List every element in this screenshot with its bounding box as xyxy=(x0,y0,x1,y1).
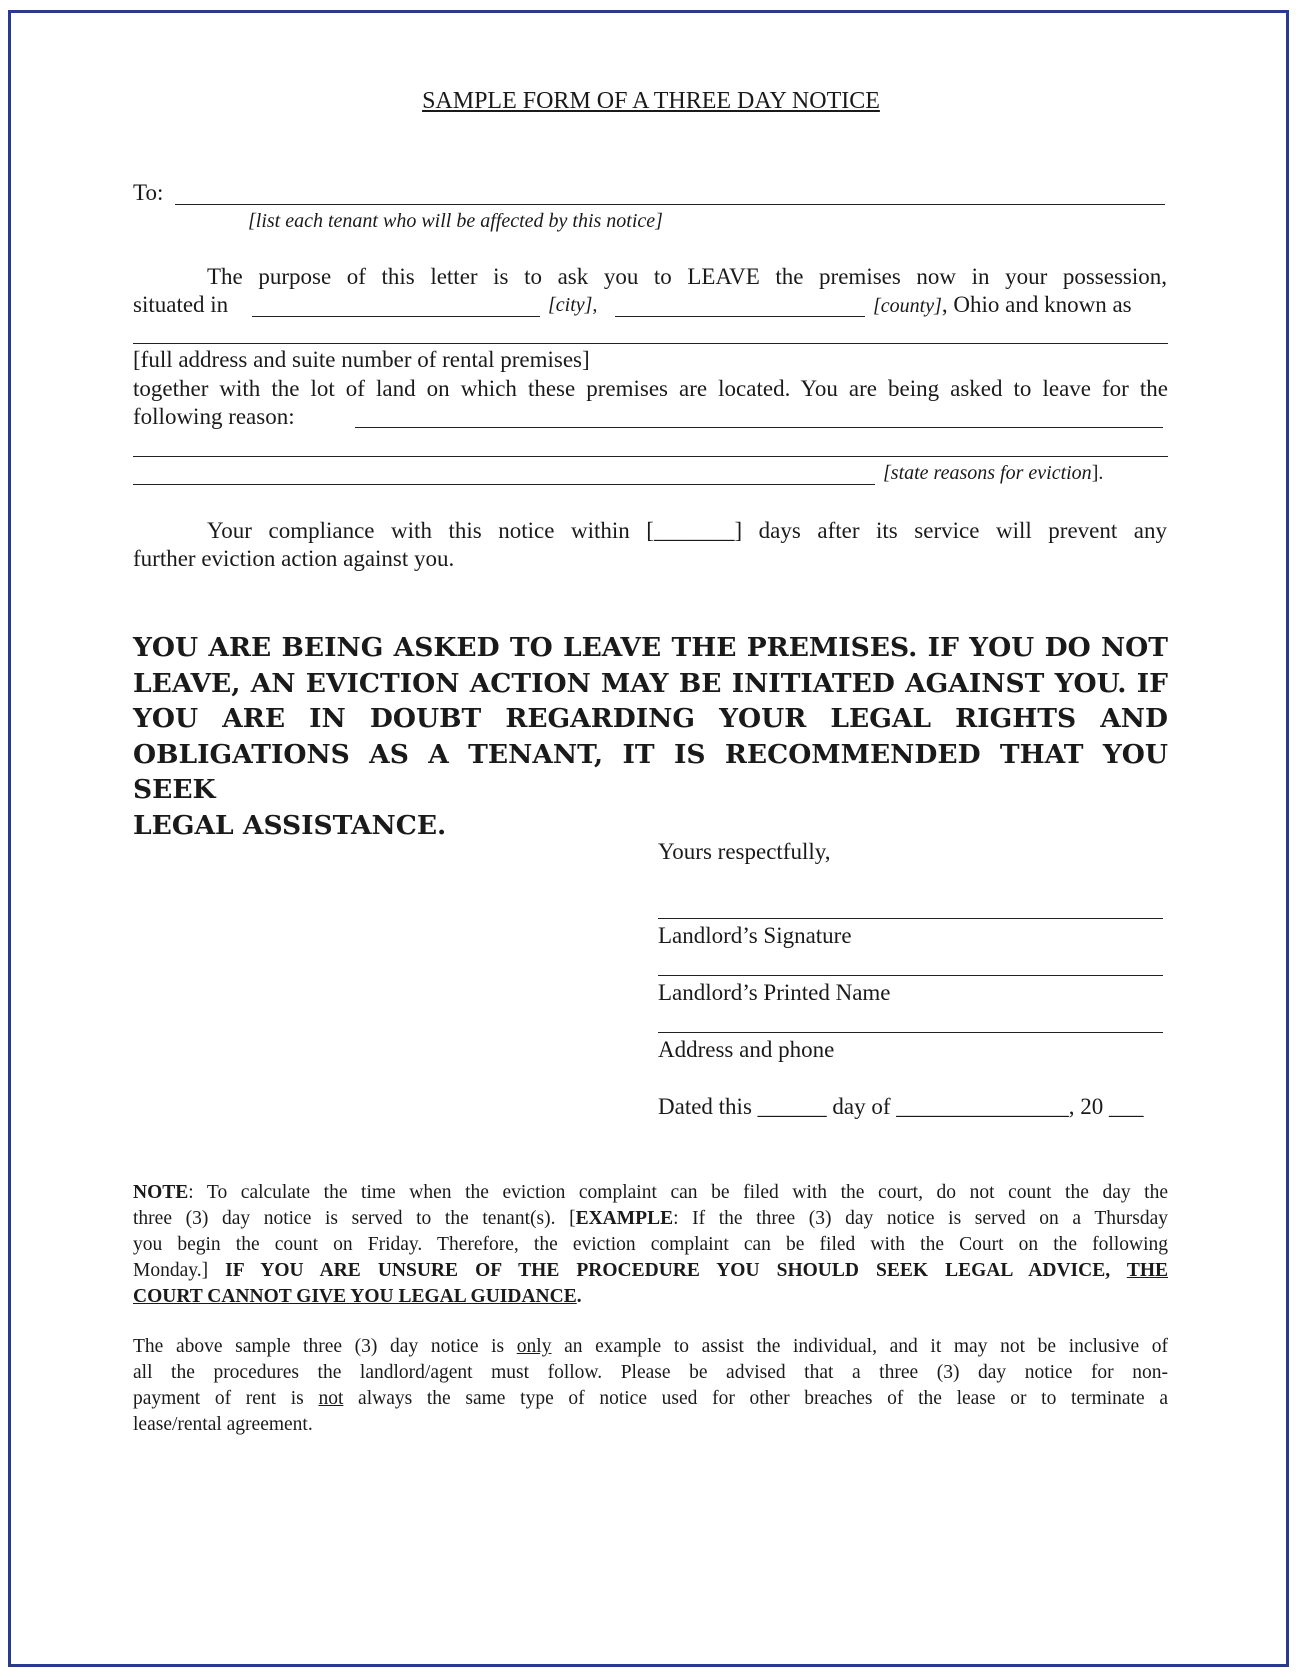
closing: Yours respectfully, xyxy=(658,839,831,864)
situated-in-label: situated in xyxy=(133,292,229,317)
tenant-name-field[interactable] xyxy=(175,204,1165,205)
note-line-2-a: three (3) day notice is served to the tenant(s). [ xyxy=(133,1208,576,1229)
dated-line: Dated this ______ day of _______________, 20 ___ xyxy=(658,1094,1144,1119)
disclaimer-line-1 xyxy=(133,1334,1168,1360)
warning-line-3: YOU ARE IN DOUBT REGARDING YOUR LEGAL RIGHTS AND xyxy=(133,703,1168,734)
note-line-4-ubold: THE xyxy=(1126,1260,1168,1281)
warning-line-2: LEAVE, AN EVICTION ACTION MAY BE INITIATED AGAINST YOU. IF xyxy=(133,667,1168,699)
page-title: SAMPLE FORM OF A THREE DAY NOTICE xyxy=(422,88,880,114)
signature-field[interactable] xyxy=(658,918,1163,919)
disclaimer-line-3 xyxy=(133,1386,1168,1412)
together-line: together with the lot of land on which these premises are located. You are being asked to leave for the xyxy=(133,376,1168,401)
following-reason-label: following reason: xyxy=(133,404,295,429)
city-hint: [city], xyxy=(548,294,598,316)
note-line-5-ubold: COURT CANNOT GIVE YOU LEGAL GUIDANCE xyxy=(133,1286,577,1307)
note-line-2 xyxy=(133,1206,1168,1232)
to-label: To: xyxy=(133,180,164,205)
warning-line-1: YOU ARE BEING ASKED TO LEAVE THE PREMISES. IF YOU DO NOT xyxy=(133,632,1168,663)
purpose-line-1: The purpose of this letter is to ask you to LEAVE the premises now in your possession, xyxy=(207,264,1167,289)
note-example-label: EXAMPLE xyxy=(575,1208,674,1229)
landlord-name-label: Landlord’s Printed Name xyxy=(658,980,891,1005)
note-line-5 xyxy=(133,1284,1168,1310)
reason-field-2[interactable] xyxy=(133,456,1168,457)
note-line-5-end: . xyxy=(576,1286,582,1307)
warning-line-4: OBLIGATIONS AS A TENANT, IT IS RECOMMENDED THAT YOU SEEK xyxy=(133,738,1168,805)
disclaimer-line-1-a: The above sample three (3) day notice is xyxy=(133,1336,517,1357)
note-block xyxy=(133,1180,1168,1310)
landlord-signature-label: Landlord’s Signature xyxy=(658,923,852,948)
disclaimer-line-3-a: payment of rent is xyxy=(133,1388,319,1409)
disclaimer-line-4: lease/rental agreement. xyxy=(133,1414,313,1435)
reasons-hint: [state reasons for eviction]. xyxy=(883,462,1104,484)
note-line-2-b: : If the three (3) day notice is served on a Thursday xyxy=(673,1208,1168,1229)
county-hint: [county], Ohio and known as xyxy=(873,292,1132,317)
address-phone-label: Address and phone xyxy=(658,1037,835,1062)
note-line-1 xyxy=(133,1180,1168,1206)
reason-field-1[interactable] xyxy=(355,427,1163,428)
note-line-3: you begin the count on Friday. Therefore, the eviction complaint can be filed with the Court on the following xyxy=(133,1234,1168,1255)
printed-name-field[interactable] xyxy=(658,975,1163,976)
note-line-4-bold: IF YOU ARE UNSURE OF THE PROCEDURE YOU SHOULD SEEK LEGAL ADVICE, xyxy=(225,1260,1127,1281)
to-hint: [list each tenant who will be affected by this notice] xyxy=(248,210,663,232)
note-line-4-a: Monday.] xyxy=(133,1260,226,1281)
warning-block xyxy=(133,630,1168,843)
address-hint: [full address and suite number of rental premises] xyxy=(133,347,590,372)
address-phone-field[interactable] xyxy=(658,1032,1163,1033)
disclaimer-only: only xyxy=(516,1336,552,1357)
compliance-line-1: Your compliance with this notice within [_______] days after its service will prevent any xyxy=(207,518,1167,543)
compliance-line-2: further eviction action against you. xyxy=(133,546,455,571)
note-line-4 xyxy=(133,1258,1168,1284)
note-line-1-text: : To calculate the time when the eviction complaint can be filed with the court, do not count the day the xyxy=(188,1182,1168,1203)
address-field[interactable] xyxy=(133,343,1168,344)
disclaimer-not: not xyxy=(318,1388,344,1409)
disclaimer-line-1-b: an example to assist the individual, and it may not be inclusive of xyxy=(551,1336,1168,1357)
disclaimer-line-3-b: always the same type of notice used for other breaches of the lease or to terminate a xyxy=(343,1388,1168,1409)
disclaimer-block xyxy=(133,1334,1168,1438)
warning-line-5: LEGAL ASSISTANCE. xyxy=(133,809,447,841)
note-label: NOTE xyxy=(133,1182,189,1203)
city-field[interactable] xyxy=(252,316,540,317)
disclaimer-line-2: all the procedures the landlord/agent must follow. Please be advised that a three (3) day notice for non- xyxy=(133,1362,1168,1383)
county-field[interactable] xyxy=(615,316,865,317)
reason-field-3[interactable] xyxy=(133,484,875,485)
